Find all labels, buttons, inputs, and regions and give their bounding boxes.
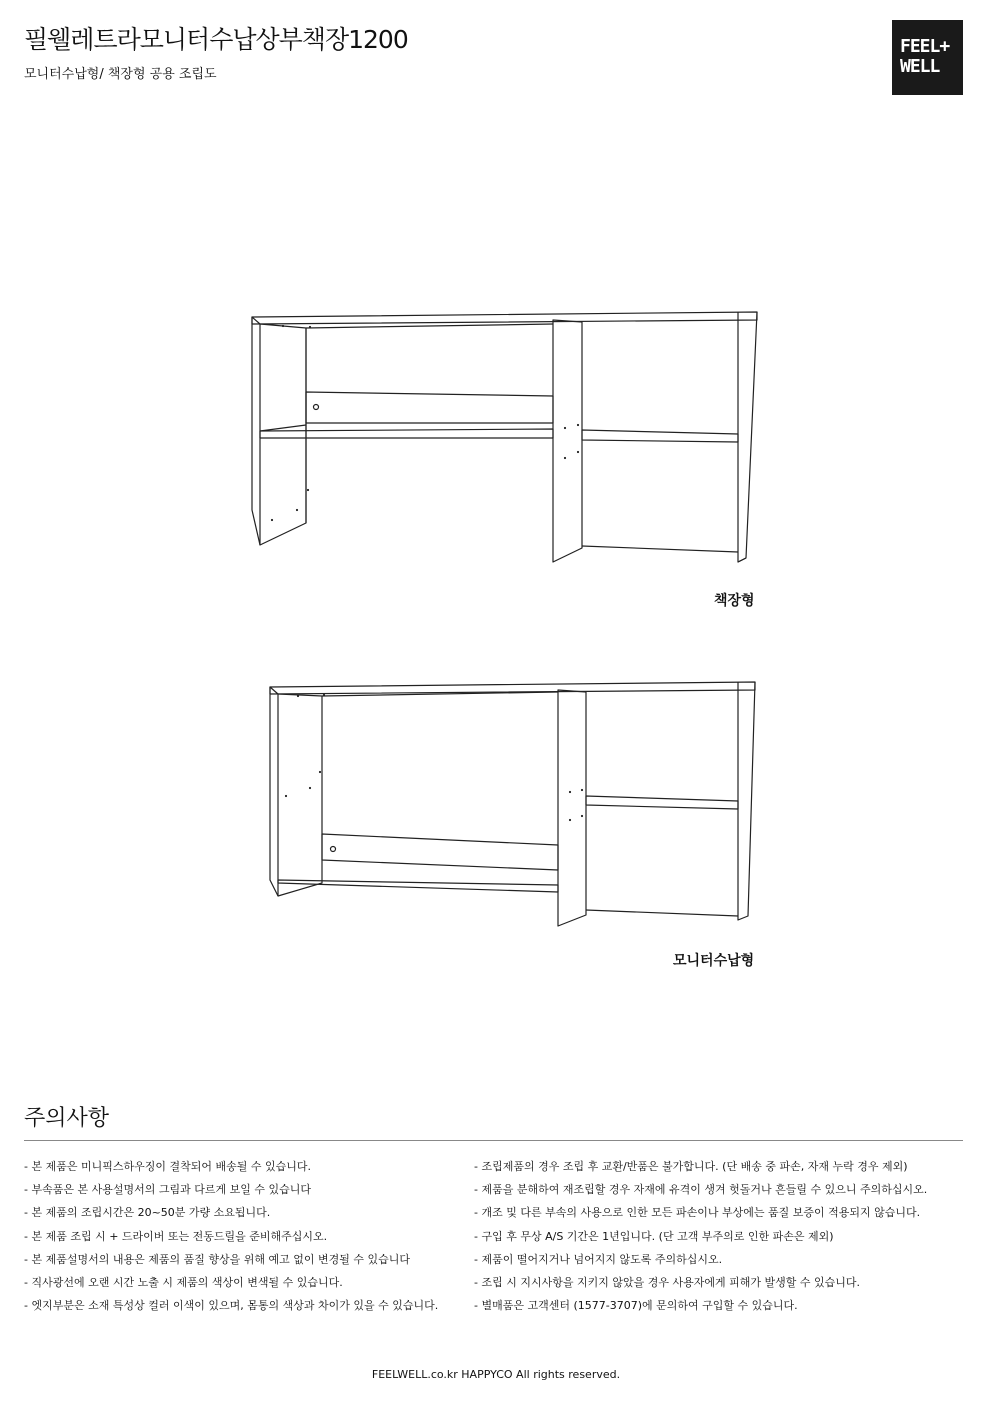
footer-copyright: FEELWELL.co.kr HAPPYCO All rights reserved. bbox=[371, 1368, 621, 1381]
notice-title: 주의사항 bbox=[24, 1106, 110, 1131]
notice-item: - 제품을 분해하여 재조립할 경우 자재에 유격이 생겨 헛돌거나 흔들릴 수 있으니 주의하십시오. bbox=[474, 1183, 928, 1197]
notice-item: - 본 제품의 조립시간은 20~50분 가량 소요됩니다. bbox=[24, 1206, 271, 1220]
logo-line-2: WELL bbox=[900, 56, 940, 77]
bookshelf-type-caption: 책장형 bbox=[714, 593, 755, 609]
notice-item: - 구입 후 무상 A/S 기간은 1년입니다. (단 고객 부주의로 인한 파손은 제외) bbox=[474, 1229, 834, 1243]
notice-item: - 조립 시 지시사항을 지키지 않았을 경우 사용자에게 피해가 발생할 수 있습니다. bbox=[474, 1275, 860, 1289]
page-title: 필웰레트라모니터수납상부책장1200 bbox=[24, 25, 408, 54]
notice-list-right bbox=[474, 1158, 927, 1320]
notice-list-left bbox=[24, 1158, 438, 1320]
notice-divider bbox=[24, 1140, 963, 1141]
notice-item: - 직사광선에 오랜 시간 노출 시 제품의 색상이 변색될 수 있습니다. bbox=[24, 1275, 343, 1289]
notice-item: - 본 제품 조립 시 + 드라이버 또는 전동드릴을 준비해주십시오. bbox=[24, 1229, 328, 1243]
notice-item: - 엣지부분은 소재 특성상 컬러 이색이 있으며, 몸통의 색상과 차이가 있을 수 있습니다. bbox=[24, 1299, 439, 1313]
notice-item: - 조립제품의 경우 조립 후 교환/반품은 불가합니다. (단 배송 중 파손, 자재 누락 경우 제외) bbox=[474, 1160, 908, 1173]
monitor-storage-type-drawing bbox=[258, 670, 768, 940]
notice-item: - 제품이 떨어지거나 넘어지지 않도록 주의하십시오. bbox=[474, 1252, 723, 1266]
notice-item: - 부속품은 본 사용설명서의 그림과 다르게 보일 수 있습니다 bbox=[24, 1183, 311, 1197]
logo-line-1: FEEL+ bbox=[900, 36, 950, 57]
notice-item: - 본 제품은 미니픽스하우징이 결착되어 배송될 수 있습니다. bbox=[24, 1160, 311, 1173]
monitor-storage-type-caption: 모니터수납형 bbox=[673, 953, 755, 969]
brand-logo bbox=[892, 20, 963, 95]
notice-item: - 개조 및 다른 부속의 사용으로 인한 모든 파손이나 부상에는 품질 보증이 적용되지 않습니다. bbox=[474, 1206, 921, 1220]
page-subtitle: 모니터수납형/ 책장형 공용 조립도 bbox=[24, 67, 217, 82]
bookshelf-type-drawing bbox=[240, 300, 770, 580]
notice-item: - 본 제품설명서의 내용은 제품의 품질 향상을 위해 예고 없이 변경될 수 있습니다 bbox=[24, 1252, 410, 1266]
notice-item: - 별매품은 고객센터 (1577-3707)에 문의하여 구입할 수 있습니다. bbox=[474, 1299, 798, 1313]
